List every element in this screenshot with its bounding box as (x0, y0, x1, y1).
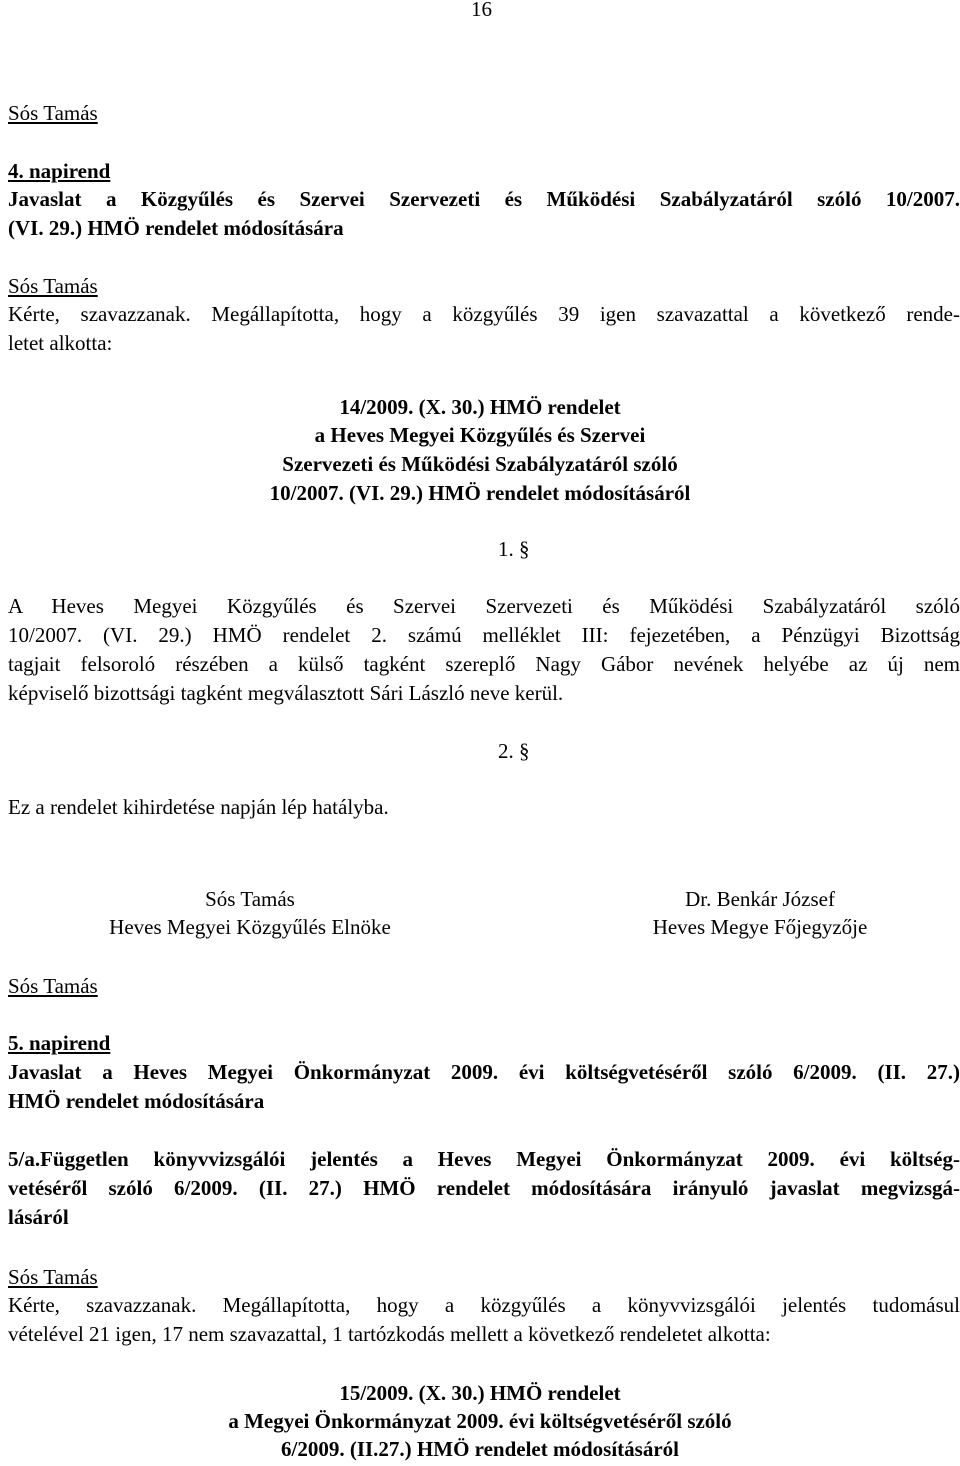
section-2-label: 2. § (498, 739, 530, 763)
section-1-text: 10/2007. (VI. 29.) HMÖ rendelet 2. számú melléklet III: fejezetében, a Pénzügyi Bizottság (8, 623, 960, 647)
section-2-text: Ez a rendelet kihirdetése napján lép hatályba. (8, 795, 389, 819)
agenda-item-5-title-cont: HMÖ rendelet módosítására (8, 1089, 265, 1113)
section-1-label: 1. § (498, 537, 530, 561)
decree-title: 14/2009. (X. 30.) HMÖ rendelet (339, 395, 621, 419)
signature-left-name: Sós Tamás (205, 887, 295, 911)
decree-subtitle: 10/2007. (VI. 29.) HMÖ rendelet módosításáról (269, 481, 691, 505)
signature-right-name: Dr. Benkár József (685, 887, 835, 911)
signature-right-title: Heves Megye Főjegyzője (652, 915, 868, 939)
decree-subtitle: 6/2009. (II.27.) HMÖ rendelet módosításáról (281, 1437, 679, 1461)
speaker-name: Sós Tamás (8, 274, 98, 298)
page-number: 16 (471, 0, 492, 21)
decree-subtitle: a Heves Megyei Közgyűlés és Szervei (314, 423, 646, 447)
agenda-item-4-heading: 4. napirend (8, 159, 111, 183)
vote-text: Kérte, szavazzanak. Megállapította, hogy a közgyűlés a könyvvizsgálói jelentés tudomásul (8, 1293, 960, 1317)
agenda-item-5a-title: lásáról (8, 1205, 69, 1229)
section-1-text: tagjait felsoroló részében a külső tagként szereplő Nagy Gábor nevének helyébe az új nem (8, 652, 960, 676)
agenda-item-5-heading: 5. napirend (8, 1031, 111, 1055)
agenda-item-5a-title: 5/a.Független könyvvizsgálói jelentés a Heves Megyei Önkormányzat 2009. évi költség- (8, 1147, 960, 1171)
speaker-name: Sós Tamás (8, 101, 98, 125)
vote-text-cont: vételével 21 igen, 17 nem szavazattal, 1 tartózkodás mellett a következő rendeletet alkotta: (8, 1322, 771, 1346)
agenda-item-4-title: Javaslat a Közgyűlés és Szervei Szervezeti és Működési Szabályzatáról szóló 10/2007. (8, 187, 960, 211)
signature-left-title: Heves Megyei Közgyűlés Elnöke (109, 915, 391, 939)
agenda-item-5a-title: vetéséről szóló 6/2009. (II. 27.) HMÖ rendelet módosítására irányuló javaslat megvizsgá- (8, 1176, 960, 1200)
speaker-name: Sós Tamás (8, 974, 98, 998)
decree-subtitle: a Megyei Önkormányzat 2009. évi költségvetéséről szóló (228, 1409, 732, 1433)
decree-title: 15/2009. (X. 30.) HMÖ rendelet (339, 1381, 621, 1405)
section-icon: § (519, 739, 530, 763)
speaker-name: Sós Tamás (8, 1265, 98, 1289)
agenda-item-5-title: Javaslat a Heves Megyei Önkormányzat 2009. évi költségvetéséről szóló 6/2009. (II. 27.) (8, 1060, 960, 1084)
vote-text-cont: letet alkotta: (8, 331, 113, 355)
decree-subtitle: Szervezeti és Működési Szabályzatáról szóló (282, 452, 678, 476)
vote-text: Kérte, szavazzanak. Megállapította, hogy a közgyűlés 39 igen szavazattal a következő rende- (8, 302, 960, 326)
section-1-text: A Heves Megyei Közgyűlés és Szervei Szervezeti és Működési Szabályzatáról szóló (8, 594, 960, 618)
section-1-text: képviselő bizottsági tagként megválasztott Sári László neve kerül. (8, 681, 564, 705)
section-icon: § (519, 537, 530, 561)
agenda-item-4-title-cont: (VI. 29.) HMÖ rendelet módosítására (8, 216, 344, 240)
